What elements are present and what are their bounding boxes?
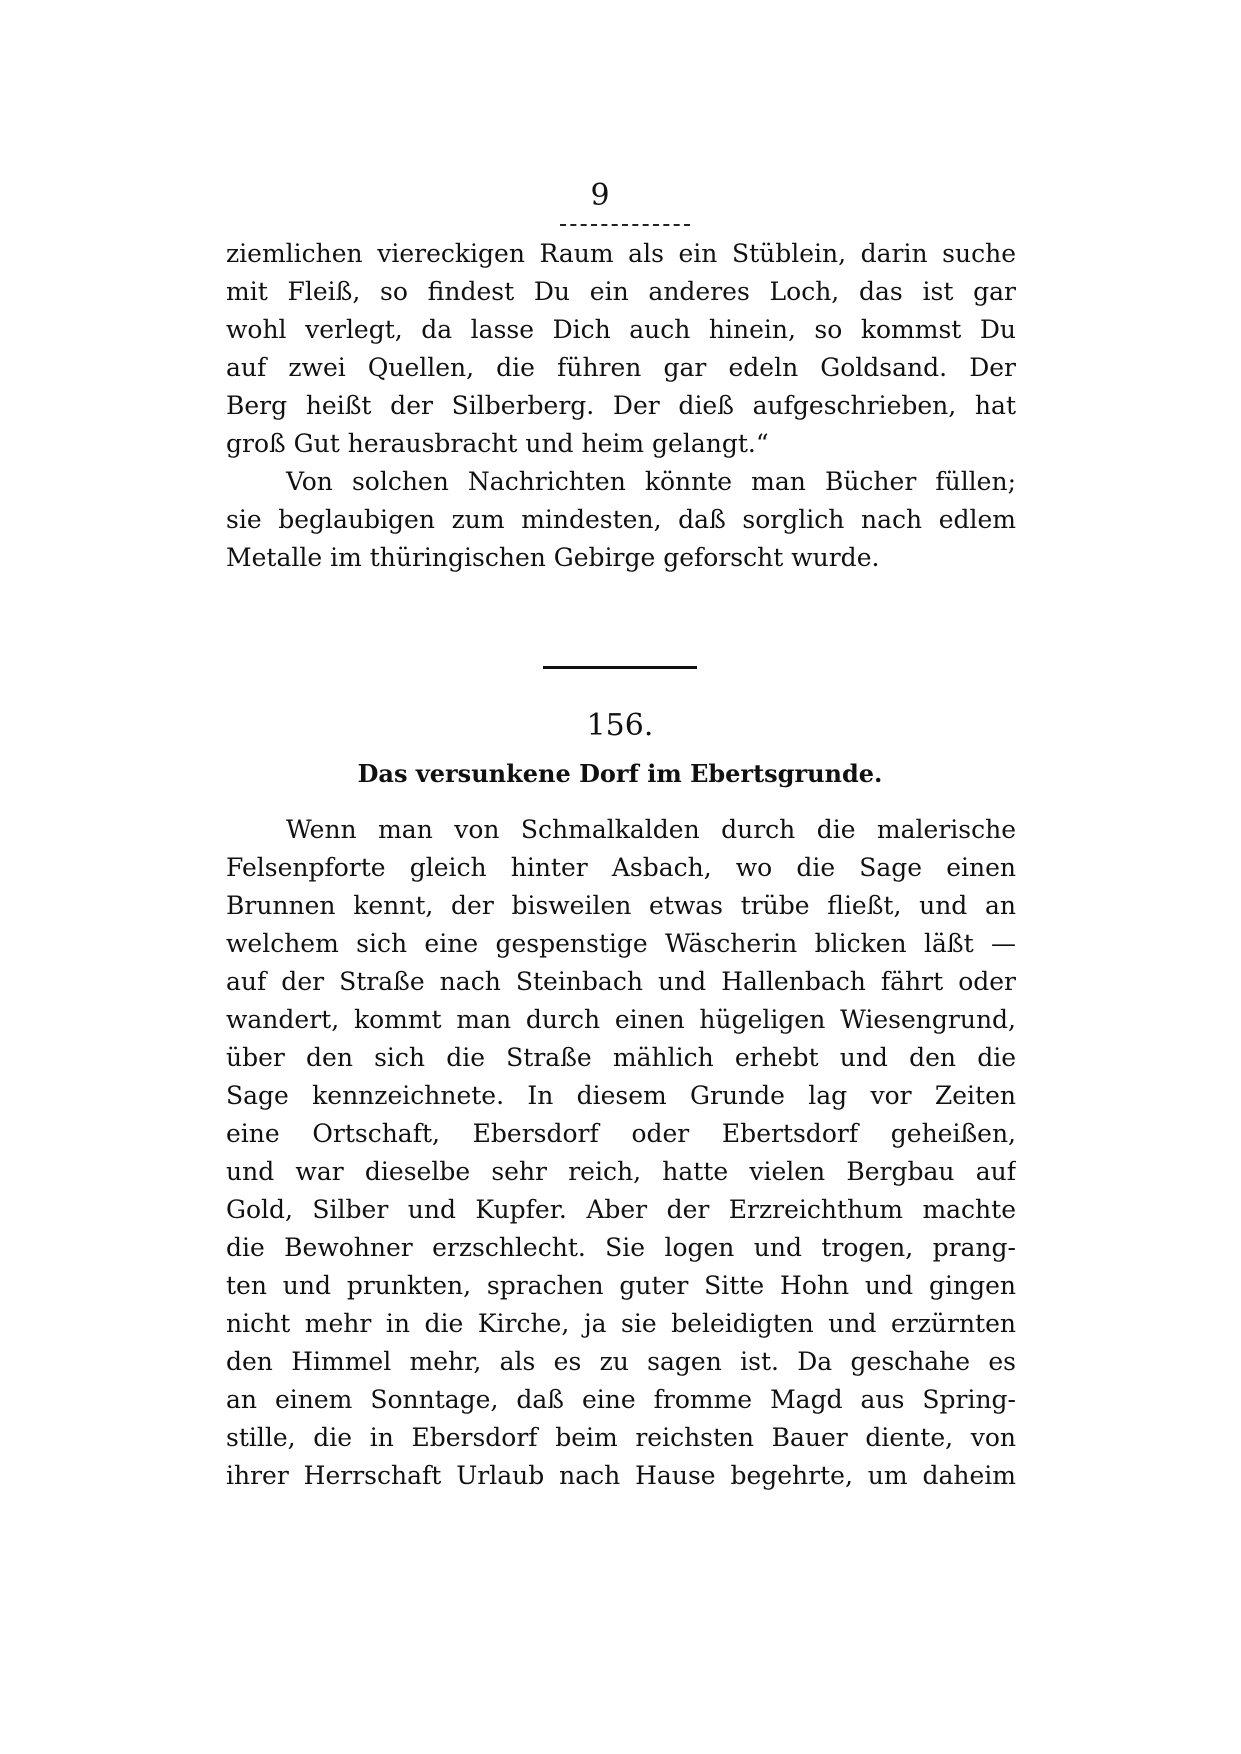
text-line: ihrer Herrschaft Urlaub nach Hause begehrte, um daheim (226, 1461, 1016, 1490)
section-divider (543, 666, 697, 669)
text-line: auf zwei Quellen, die führen gar edeln Goldsand. Der (226, 353, 1016, 382)
page-number-rule (560, 224, 690, 226)
text-line: Felsenpforte gleich hinter Asbach, wo die Sage einen (226, 853, 1016, 882)
text-line: Wenn man von Schmalkalden durch die malerische (286, 815, 1016, 844)
text-line: und war dieselbe sehr reich, hatte vielen Bergbau auf (226, 1157, 1016, 1186)
text-line: Berg heißt der Silberberg. Der dieß aufgeschrieben, hat (226, 391, 1016, 420)
text-line: groß Gut herausbracht und heim gelangt.“ (226, 429, 769, 458)
text-line: eine Ortschaft, Ebersdorf oder Ebertsdorf geheißen, (226, 1119, 1016, 1148)
text-line: ten und prunkten, sprachen guter Sitte Hohn und gingen (226, 1271, 1016, 1300)
page-number: 9 (590, 178, 610, 213)
text-line: Von solchen Nachrichten könnte man Bücher füllen; (286, 467, 1016, 496)
text-line: Metalle im thüringischen Gebirge geforscht wurde. (226, 543, 880, 572)
text-line: die Bewohner erzschlecht. Sie logen und trogen, prang- (226, 1233, 1016, 1262)
text-line: wohl verlegt, da lasse Dich auch hinein, so kommst Du (226, 315, 1016, 344)
text-line: den Himmel mehr, als es zu sagen ist. Da geschahe es (226, 1347, 1016, 1376)
text-line: an einem Sonntage, daß eine fromme Magd aus Spring- (226, 1385, 1016, 1414)
text-line: welchem sich eine gespenstige Wäscherin blicken läßt — (226, 929, 1016, 958)
text-line: wandert, kommt man durch einen hügeligen Wiesengrund, (226, 1005, 1016, 1034)
text-line: stille, die in Ebersdorf beim reichsten Bauer diente, von (226, 1423, 1016, 1452)
section-title: Das versunkene Dorf im Ebertsgrunde. (357, 759, 883, 788)
text-line: über den sich die Straße mählich erhebt und den die (226, 1043, 1016, 1072)
text-line: nicht mehr in die Kirche, ja sie beleidigten und erzürnten (226, 1309, 1016, 1338)
text-line: Sage kennzeichnete. In diesem Grunde lag vor Zeiten (226, 1081, 1016, 1110)
text-line: Brunnen kennt, der bisweilen etwas trübe fließt, und an (226, 891, 1016, 920)
section-number: 156. (586, 708, 654, 743)
text-line: sie beglaubigen zum mindesten, daß sorglich nach edlem (226, 505, 1016, 534)
text-line: Gold, Silber und Kupfer. Aber der Erzreichthum machte (226, 1195, 1016, 1224)
text-line: mit Fleiß, so findest Du ein anderes Loch, das ist gar (226, 277, 1016, 306)
text-line: auf der Straße nach Steinbach und Hallenbach fährt oder (226, 967, 1016, 996)
text-line: ziemlichen viereckigen Raum als ein Stüblein, darin suche (226, 239, 1016, 268)
